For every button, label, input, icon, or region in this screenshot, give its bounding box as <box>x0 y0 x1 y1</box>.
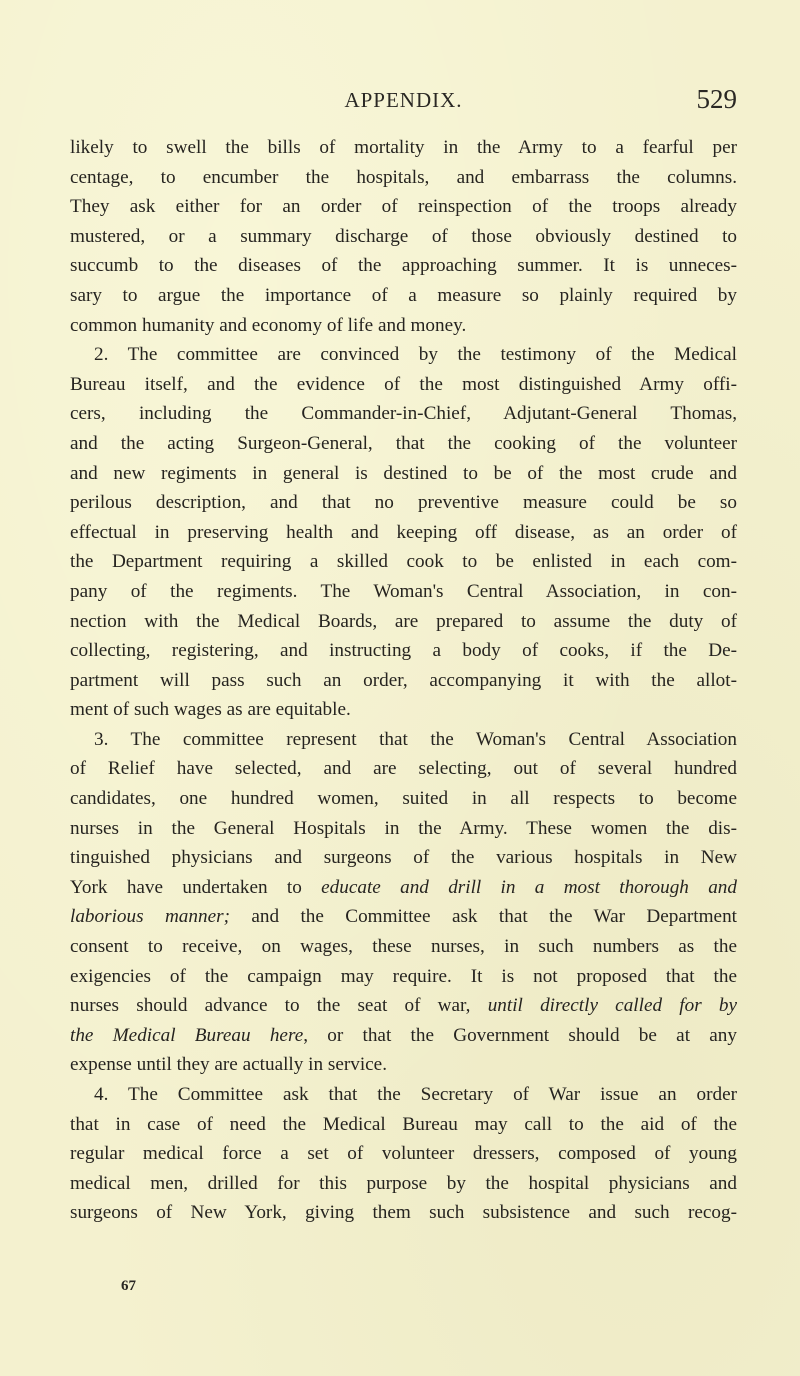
text-line <box>70 754 737 784</box>
text-line <box>70 192 737 222</box>
text-line <box>70 459 737 489</box>
text-segment: 3. The committee represent that the Woman's Central Association <box>94 728 737 750</box>
text-line <box>70 547 737 577</box>
text-line <box>70 725 737 755</box>
text-segment: that in case of need the Medical Bureau may call to the aid of the <box>70 1113 737 1135</box>
text-segment: and the Committee ask that the War Department <box>229 906 737 928</box>
text-line <box>70 607 737 637</box>
text-segment: common humanity and economy of life and money. <box>70 314 467 336</box>
text-line <box>70 873 737 903</box>
text-segment: partment will pass such an order, accompanying it with the allot- <box>70 669 737 691</box>
text-line <box>70 902 737 932</box>
text-segment: medical men, drilled for this purpose by the hospital physicians and <box>70 1172 737 1194</box>
text-segment: sary to argue the importance of a measure so plainly required by <box>70 284 737 306</box>
italic-text: the Medical Bureau here <box>70 1024 304 1046</box>
text-line <box>70 814 737 844</box>
running-head <box>70 86 737 120</box>
text-line <box>70 488 737 518</box>
text-segment: Bureau itself, and the evidence of the most distinguished Army offi- <box>70 373 737 395</box>
text-segment: perilous description, and that no preventive measure could be so <box>70 492 737 514</box>
text-line <box>70 843 737 873</box>
text-segment: succumb to the diseases of the approaching summer. It is unneces- <box>70 255 737 277</box>
text-segment: likely to swell the bills of mortality in the Army to a fearful per <box>70 137 737 158</box>
text-line <box>70 340 737 370</box>
text-line <box>70 251 737 281</box>
text-segment: cers, including the Commander-in-Chief, Adjutant-General Thomas, <box>70 403 737 425</box>
paragraph-p-4 <box>70 1080 737 1228</box>
text-segment: nurses should advance to the seat of war, <box>70 995 488 1017</box>
text-line <box>70 1139 737 1169</box>
text-segment: nection with the Medical Boards, are prepared to assume the duty of <box>70 610 737 632</box>
text-line <box>70 518 737 548</box>
italic-text: until directly called for by <box>487 995 737 1017</box>
text-segment: centage, to encumber the hospitals, and embarrass the columns. <box>70 166 737 188</box>
body-text <box>70 133 737 1228</box>
text-segment: mustered, or a summary discharge of those obviously destined to <box>70 225 737 247</box>
text-segment: and new regiments in general is destined to be of the most crude and <box>70 462 737 484</box>
text-line <box>70 932 737 962</box>
text-segment: tinguished physicians and surgeons of the various hospitals in New <box>70 847 737 869</box>
text-line <box>70 311 737 341</box>
paragraph-p-continued <box>70 133 737 340</box>
text-segment: of Relief have selected, and are selecting, out of several hundred <box>70 758 737 780</box>
text-line <box>70 163 737 193</box>
text-line <box>70 1050 737 1080</box>
text-segment: collecting, registering, and instructing a body of cooks, if the De- <box>70 640 737 662</box>
text-line <box>70 695 737 725</box>
text-segment: surgeons of New York, giving them such subsistence and such recog- <box>70 1202 737 1224</box>
text-line <box>70 577 737 607</box>
text-segment: the Department requiring a skilled cook to be enlisted in each com- <box>70 551 737 573</box>
text-segment: candidates, one hundred women, suited in all respects to become <box>70 788 737 810</box>
text-segment: York have undertaken to <box>70 876 322 898</box>
text-segment: and the acting Surgeon-General, that the cooking of the volunteer <box>70 432 737 454</box>
text-segment: regular medical force a set of volunteer dressers, composed of young <box>70 1143 737 1165</box>
page-number: 529 <box>696 84 737 114</box>
text-segment: 2. The committee are convinced by the testimony of the Medical <box>94 344 737 366</box>
text-line <box>70 1198 737 1228</box>
text-line <box>70 991 737 1021</box>
text-segment: They ask either for an order of reinspection of the troops already <box>70 196 737 218</box>
text-line <box>70 784 737 814</box>
text-line <box>70 962 737 992</box>
italic-text: laborious manner; <box>70 906 230 928</box>
text-segment: ment of such wages as are equitable. <box>70 699 351 721</box>
text-segment: exigencies of the campaign may require. It is not proposed that the <box>70 965 737 987</box>
text-segment: effectual in preserving health and keeping off disease, as an order of <box>70 521 737 543</box>
text-line <box>70 636 737 666</box>
paragraph-p-3 <box>70 725 737 1080</box>
text-line <box>70 429 737 459</box>
text-segment: pany of the regiments. The Woman's Central Association, in con- <box>70 580 737 602</box>
text-segment: 4. The Committee ask that the Secretary of War issue an order <box>94 1084 737 1105</box>
text-line <box>70 281 737 311</box>
text-segment: expense until they are actually in service. <box>70 1054 387 1076</box>
text-line <box>70 666 737 696</box>
text-line <box>70 1169 737 1199</box>
text-line <box>70 1080 737 1110</box>
signature-mark: 67 <box>121 1278 136 1294</box>
running-head-title: APPENDIX. <box>344 88 463 112</box>
text-segment: nurses in the General Hospitals in the Army. These women the dis- <box>70 817 737 839</box>
text-segment: consent to receive, on wages, these nurses, in such numbers as the <box>70 936 737 958</box>
paragraph-p-2 <box>70 340 737 725</box>
text-line <box>70 133 737 163</box>
text-line <box>70 399 737 429</box>
italic-text: educate and drill in a most thorough and <box>321 876 737 898</box>
text-line <box>70 222 737 252</box>
text-line <box>70 1021 737 1051</box>
text-line <box>70 1110 737 1140</box>
text-line <box>70 370 737 400</box>
text-segment: , or that the Government should be at any <box>303 1024 737 1046</box>
